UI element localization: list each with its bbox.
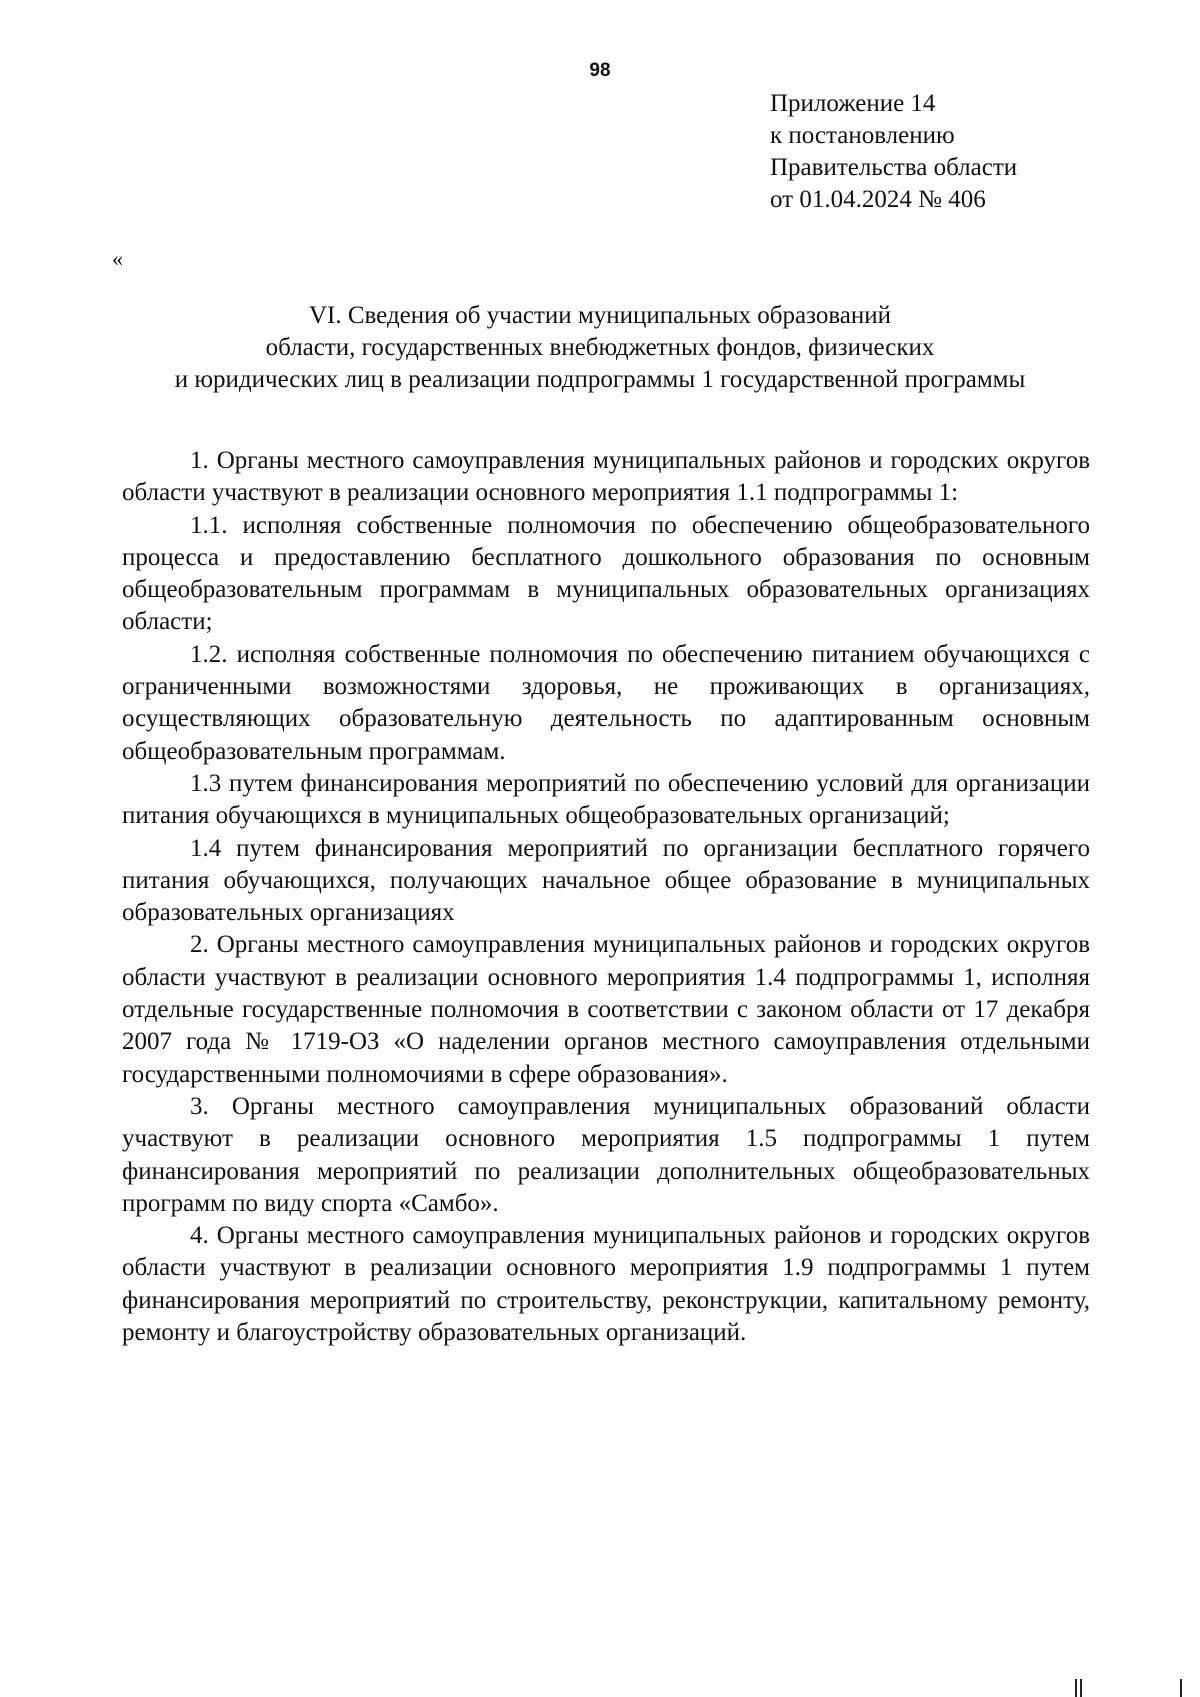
scan-edge-mark [1080, 1679, 1082, 1697]
opening-quote-mark: « [112, 246, 123, 271]
paragraph-2: 2. Органы местного самоуправления муниципальных районов и городских округов области участвуют в реализации основного мероприятия 1.4 подпрограммы 1, исполняя отдельные государственные полномочия в соответствии с законом области от 17 декабря 2007 года № 1719-ОЗ «О наделении органов местного самоуправления отдельными государственными полномочиями в сфере образования». [122, 931, 1090, 1088]
paragraph-4: 4. Органы местного самоуправления муниципальных районов и городских округов области участвуют в реализации основного мероприятия 1.9 подпрограммы 1 путем финансирования мероприятий по строительству, реконструкции, капитальному ремонту, ремонту и благоустройству образовательных организаций. [122, 1222, 1090, 1347]
heading-line: VI. Сведения об участии муниципальных образований [308, 302, 892, 329]
paragraph-1-4: 1.4 путем финансирования мероприятий по организации бесплатного горячего питания обучающихся, получающих начальное общее образование в муниципальных образовательных организациях [122, 834, 1090, 927]
appendix-reference [770, 88, 1017, 216]
document-body [122, 445, 1090, 1349]
paragraph-3: 3. Органы местного самоуправления муниципальных образований области участвуют в реализации основного мероприятия 1.5 подпрограммы 1 путем финансирования мероприятий по реализации дополнительных общеобразовательных программ по виду спорта «Самбо». [122, 1092, 1090, 1217]
section-heading [100, 300, 1100, 396]
page-number: 98 [589, 60, 611, 81]
appendix-line: от 01.04.2024 № 406 [770, 186, 986, 213]
scan-edge-mark [1075, 1679, 1077, 1697]
paragraph-1: 1. Органы местного самоуправления муниципальных районов и городских округов области участвуют в реализации основного мероприятия 1.1 подпрограммы 1: [122, 447, 1090, 507]
appendix-line: к постановлению [770, 122, 955, 149]
appendix-line: Приложение 14 [770, 90, 936, 117]
scan-edge-mark [1180, 1679, 1182, 1697]
appendix-line: Правительства области [770, 154, 1018, 181]
paragraph-1-3: 1.3 путем финансирования мероприятий по обеспечению условий для организации питания обучающихся в муниципальных общеобразовательных организаций; [122, 769, 1090, 830]
paragraph-1-2: 1.2. исполняя собственные полномочия по обеспечению питанием обучающихся с ограниченными возможностями здоровья, не проживающих в организациях, осуществляющих образовательную деятельность по адаптированным основным общеобразовательным программам. [122, 640, 1090, 765]
heading-line: и юридических лиц в реализации подпрограммы 1 государственной программы [174, 366, 1026, 393]
heading-line: области, государственных внебюджетных фондов, физических [265, 334, 935, 361]
paragraph-1-1: 1.1. исполняя собственные полномочия по обеспечению общеобразовательного процесса и предоставлению бесплатного дошкольного образования по основным общеобразовательным программам в муниципальных образовательных организациях области; [122, 511, 1090, 636]
